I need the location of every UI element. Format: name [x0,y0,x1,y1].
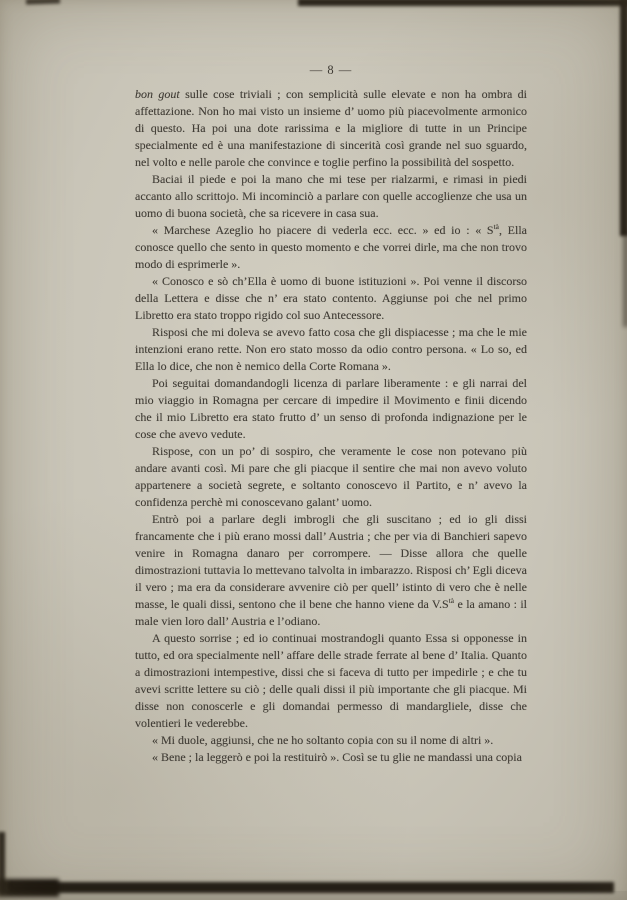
scan-edge-right [620,0,627,236]
paragraph [135,511,527,630]
body-text: , Ella conosce quello che sento in questo momento e che vorrei dirle, ma che non trovo modo di esprimerle ». [135,223,528,271]
superscript-text: tà [448,596,455,605]
body-text: sulle cose triviali ; con semplicità sulle elevate e non ha ombra di affettazione. Non ho mai visto un insieme d’ uomo più piacevolmente armonico di questo. Ha poi una dote rarissima e la migliore di tutte in un Principe specialmente ed è una manifestazione di sincerità così grande nel suo sguardo, nel volto e nelle parole che convince e toglie perfino la possibilità del sospetto. [135,87,527,169]
paragraph [135,324,527,375]
paragraph [135,443,527,511]
paragraph [135,630,527,732]
scanner-bed-strip [0,891,627,900]
paragraph [135,732,527,749]
page-number: — 8 — [309,63,353,77]
body-text: Entrò poi a parlare degli imbrogli che gli suscitano ; ed io gli dissi francamente che i più erano mossi dall’ Austria ; che per via di Banchieri sapevo venire in Romagna danaro per corrompere. — Disse allora che quelle dimostrazioni tuttavia lo mettevano talvolta in imbarazzo. Risposi ch’ Egli diceva il vero ; ma era da considerare avvenire ciò per quell’ istinto di vero che è nelle masse, le quali dissi, sentono che il bene che hanno viene da V.S [135,512,527,611]
scan-edge-right-fade [623,232,627,327]
body-text: « Bene ; la leggerò e poi la restituirò ». Così se tu glie ne mandassi una copia [152,750,522,764]
italic-text: bon gout [135,87,180,101]
page-text [135,86,527,766]
paragraph [135,171,527,222]
scan-edge-top-left [26,0,60,5]
paragraph [135,749,527,766]
paragraph [135,222,527,273]
body-text: « Conosco e sò ch’Ella è uomo di buone istituzioni ». Poi venne il discorso della Lettera e disse che n’ era stato contento. Aggiunse poi che nel primo Libretto era stato troppo rigido col suo Antecessore. [135,274,527,322]
body-text: Rispose, con un po’ di sospiro, che veramente le cose non potevano più andare avanti così. Mi pare che gli piacque il sentire che mai non avevo voluto appartenere a società segrete, e soltanto conoscevo il Partito, e n’ avevo la confidenza perchè mi conoscevano galant’ uomo. [135,444,527,509]
paragraph [135,273,527,324]
body-text: Poi seguitai domandandogli licenza di parlare liberamente : e gli narrai del mio viaggio in Romagna per cercare di impedire il Movimento e finii dicendo che il mio Libretto era stato frutto d’ un senso di profonda indignazione per le cose che avevo vedute. [135,376,527,441]
paragraph [135,375,527,443]
body-text: A questo sorrise ; ed io continuai mostrandogli quanto Essa si opponesse in tutto, ed ora specialmente nell’ affare delle strade ferrate al bene d’ Italia. Quanto a dimostrazioni intempestive, dissi che si faceva di tutto per impedirle ; e che tu avevi scritte lettere su ciò ; delle quali dissi il più importante che gli piacque. Mi disse non conoscerle e gli domandai permesso di mandargliele, disse che volentieri le vederebbe. [135,631,527,730]
body-text: « Mi duole, aggiunsi, che ne ho soltanto copia con su il nome di altri ». [152,733,494,747]
body-text: e la amano : il male vien loro dall’ Austria e l’odiano. [135,597,527,628]
paragraph [135,86,527,171]
superscript-text: tà [493,222,499,231]
body-text: Baciai il piede e poi la mano che mi tese per rialzarmi, e rimasi in piedi accanto allo scrittojo. Mi incominciò a parlare con quelle accoglienze che usa un uomo di buona società, che sa ricevere in casa sua. [135,172,527,220]
body-text: « Marchese Azeglio ho piacere di vederla ecc. ecc. » ed io : « S [152,223,494,237]
scan-edge-left-bottom [0,832,5,892]
scan-edge-top-right [298,0,627,6]
body-text: Risposi che mi doleva se avevo fatto cosa che gli dispiacesse ; ma che le mie intenzioni erano rette. Non ero stato mosso da odio contro persona. « Lo so, ed Ella lo dice, che non è nemico della Corte Romana ». [135,325,527,373]
